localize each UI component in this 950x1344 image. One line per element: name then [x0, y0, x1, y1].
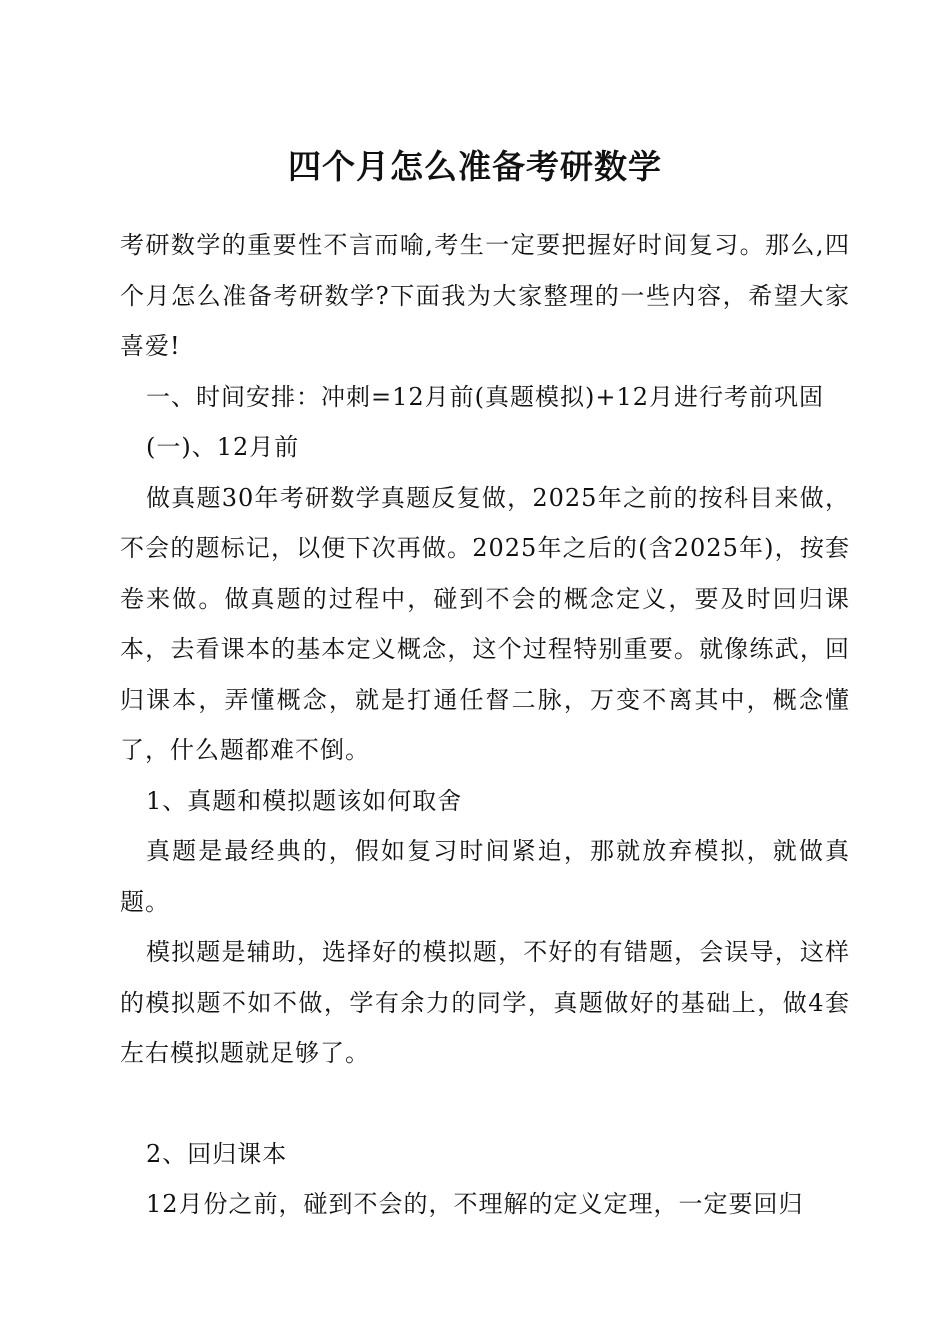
- paragraph-before-december-textbook: 12月份之前，碰到不会的，不理解的定义定理，一定要回归: [146, 1190, 804, 1218]
- document-body: [120, 220, 850, 1230]
- blank-line: [120, 1079, 850, 1129]
- document-title: 四个月怎么准备考研数学: [288, 147, 662, 186]
- paragraph-heading-return-to-textbook: 2、回归课本: [146, 1139, 288, 1168]
- paragraph-mock-exams: 模拟题是辅助，选择好的模拟题，不好的有错题，会误导，这样的模拟题不如不做，学有余力的同学，真题做好的基础上，做4套左右模拟题就足够了。: [120, 938, 850, 1067]
- paragraph-heading-real-vs-mock: 1、真题和模拟题该如何取舍: [146, 786, 463, 815]
- paragraph-heading-before-december: (一)、12月前: [146, 433, 300, 461]
- paragraph-intro: 考研数学的重要性不言而喻,考生一定要把握好时间复习。那么,四个月怎么准备考研数学?下面我为大家整理的一些内容，希望大家喜爱!: [120, 231, 850, 360]
- paragraph-heading-time-arrangement: 一、时间安排：冲刺=12月前(真题模拟)+12月进行考前巩固: [146, 382, 825, 411]
- paragraph-real-exams-classic: 真题是最经典的，假如复习时间紧迫，那就放弃模拟，就做真题。: [120, 837, 850, 916]
- paragraph-real-exams: 做真题30年考研数学真题反复做，2025年之前的按科目来做，不会的题标记，以便下次再做。2025年之后的(含2025年)，按套卷来做。做真题的过程中，碰到不会的概念定义，要及时回归课本，去看课本的基本定义概念，这个过程特别重要。就像练武，回归课本，弄懂概念，就是打通任督二脉，万变不离其中，概念懂了，什么题都难不倒。: [120, 483, 850, 764]
